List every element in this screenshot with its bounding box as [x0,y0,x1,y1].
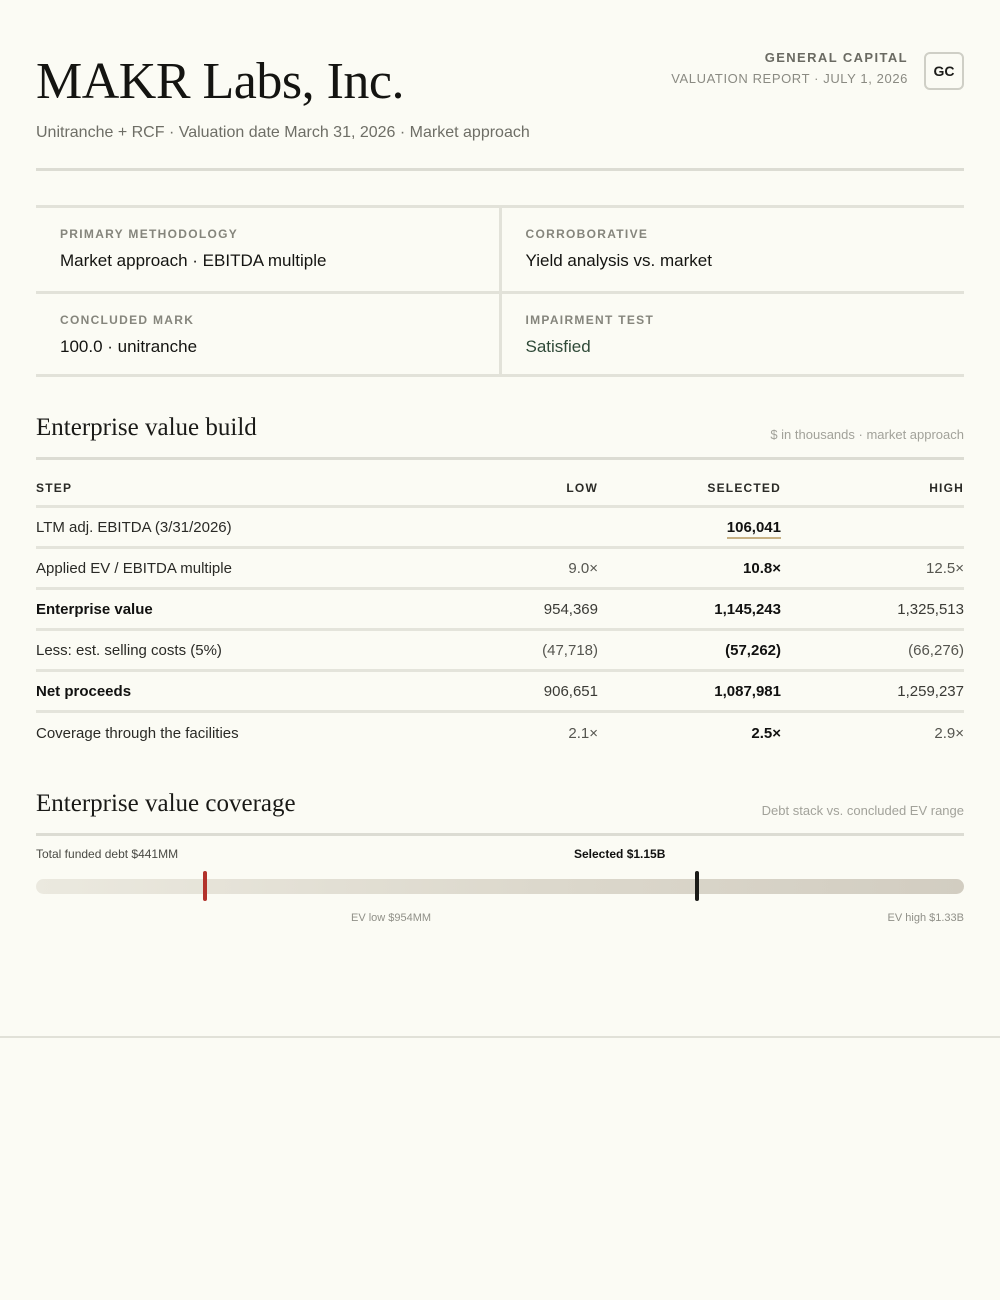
company-name: MAKR Labs, Inc. [36,53,405,110]
row-high-value: 2.9× [934,725,964,742]
ev-coverage-divider [36,833,964,836]
coverage-range-bar [36,879,964,894]
selected-ev-label: Selected $1.15B [574,847,666,861]
row-low-value: (47,718) [542,641,598,659]
column-header-selected: SELECTED [707,480,781,495]
corroborative-label: CORROBORATIVE [525,227,649,241]
header-divider [36,168,964,171]
selected-ev-marker [695,871,699,901]
column-header-high: HIGH [929,480,964,495]
concluded-mark-label: CONCLUDED MARK [60,313,195,327]
table-row [36,631,964,672]
concluded-mark-value: 100.0 · unitranche [60,337,198,356]
table-row [36,590,964,631]
ev-high-label: EV high $1.33B [887,912,964,924]
primary-methodology-cell [36,208,502,291]
table-row [36,549,964,590]
ev-coverage-note: Debt stack vs. concluded EV range [761,803,964,818]
report-subtitle: Unitranche + RCF · Valuation date March 31, 2026 · Market approach [36,124,530,141]
ebitda-selected-value: 106,041 [727,519,781,539]
ev-low-label: EV low $954MM [351,912,432,924]
row-selected-value: (57,262) [725,641,781,659]
row-low-value: 9.0× [568,559,598,577]
corroborative-value: Yield analysis vs. market [525,251,712,270]
brand-block [671,50,908,86]
row-selected-value: 2.5× [751,725,781,742]
impairment-test-cell [502,294,965,374]
row-high-value: (66,276) [908,641,964,659]
summary-grid [36,205,964,377]
ev-build-table [36,470,964,754]
row-selected-value [598,519,781,536]
primary-methodology-value: Market approach · EBITDA multiple [60,251,327,270]
table-row [36,672,964,713]
column-header-step: STEP [36,480,73,495]
table-row [36,713,964,754]
row-step-ebitda: LTM adj. EBITDA (3/31/2026) [36,518,232,536]
summary-row [36,291,964,377]
ev-build-divider [36,457,964,460]
row-step-net-proceeds: Net proceeds [36,682,132,700]
row-high-value: 12.5× [926,559,964,577]
row-low-value: 2.1× [568,725,598,742]
column-header-low: LOW [566,480,598,495]
report-date-line: VALUATION REPORT · JULY 1, 2026 [671,71,908,86]
table-header-row [36,470,964,508]
brand-logo-icon: GC [924,52,964,90]
impairment-test-value: Satisfied [525,337,591,356]
primary-methodology-label: PRIMARY METHODOLOGY [60,227,239,241]
row-selected-value: 1,087,981 [714,682,781,700]
debt-marker [203,871,207,901]
row-high-value: 1,325,513 [897,600,964,618]
row-low-value: 906,651 [543,682,598,700]
row-step-enterprise-value: Enterprise value [36,600,153,618]
page-bottom-divider [0,1036,1000,1038]
row-low-value: 954,369 [543,600,598,618]
ev-build-title: Enterprise value build [36,414,257,441]
concluded-mark-cell [36,294,502,374]
row-high-value: 1,259,237 [897,682,964,700]
impairment-test-label: IMPAIRMENT TEST [525,313,655,327]
row-step-coverage: Coverage through the facilities [36,725,239,742]
row-step-multiple: Applied EV / EBITDA multiple [36,559,232,577]
ev-coverage-title: Enterprise value coverage [36,790,296,817]
corroborative-cell [502,208,965,291]
row-step-selling-costs: Less: est. selling costs (5%) [36,641,222,659]
total-debt-label: Total funded debt $441MM [36,847,179,861]
row-selected-value: 10.8× [743,559,781,577]
table-row [36,508,964,549]
ev-build-note: $ in thousands · market approach [770,427,964,442]
row-selected-value: 1,145,243 [714,600,781,618]
brand-name: GENERAL CAPITAL [764,50,908,65]
summary-row [36,205,964,291]
